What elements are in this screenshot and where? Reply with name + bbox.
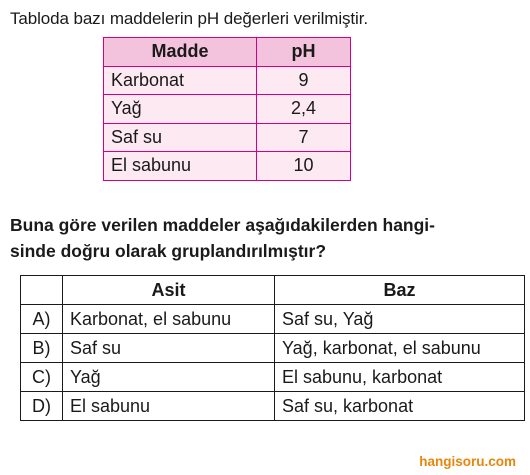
ph-header-value: pH [257,38,351,67]
question-line-2: sinde doğru olarak gruplandırılmıştır? [10,241,327,261]
answer-option-c[interactable] [21,363,525,392]
watermark-logo: hangisoru.com [419,454,516,469]
ph-value: 2,4 [257,95,351,124]
ph-table [103,37,351,181]
option-letter: A) [21,305,63,334]
answer-header-option [21,276,63,305]
ph-header-substance: Madde [104,38,257,67]
option-letter: B) [21,334,63,363]
table-row [104,66,351,95]
substance-name: Karbonat [104,66,257,95]
intro-text: Tabloda bazı maddelerin pH değerleri verilmiştir. [10,9,368,28]
base-group: Saf su, karbonat [275,392,525,421]
acid-group: Karbonat, el sabunu [63,305,275,334]
table-row [104,152,351,181]
answer-table-header-row [21,276,525,305]
answer-option-a[interactable] [21,305,525,334]
acid-group: Saf su [63,334,275,363]
base-group: El sabunu, karbonat [275,363,525,392]
ph-value: 10 [257,152,351,181]
base-group: Saf su, Yağ [275,305,525,334]
answer-table [20,275,525,421]
substance-name: El sabunu [104,152,257,181]
answer-header-acid: Asit [63,276,275,305]
ph-table-header-row [104,38,351,67]
acid-group: Yağ [63,363,275,392]
answer-option-b[interactable] [21,334,525,363]
acid-group: El sabunu [63,392,275,421]
question-line-1: Buna göre verilen maddeler aşağıdakilerden hangi- [10,215,435,235]
substance-name: Saf su [104,123,257,152]
substance-name: Yağ [104,95,257,124]
option-letter: C) [21,363,63,392]
base-group: Yağ, karbonat, el sabunu [275,334,525,363]
option-letter: D) [21,392,63,421]
answer-header-base: Baz [275,276,525,305]
question-text [10,212,522,264]
table-row [104,95,351,124]
ph-value: 9 [257,66,351,95]
table-row [104,123,351,152]
ph-value: 7 [257,123,351,152]
answer-option-d[interactable] [21,392,525,421]
